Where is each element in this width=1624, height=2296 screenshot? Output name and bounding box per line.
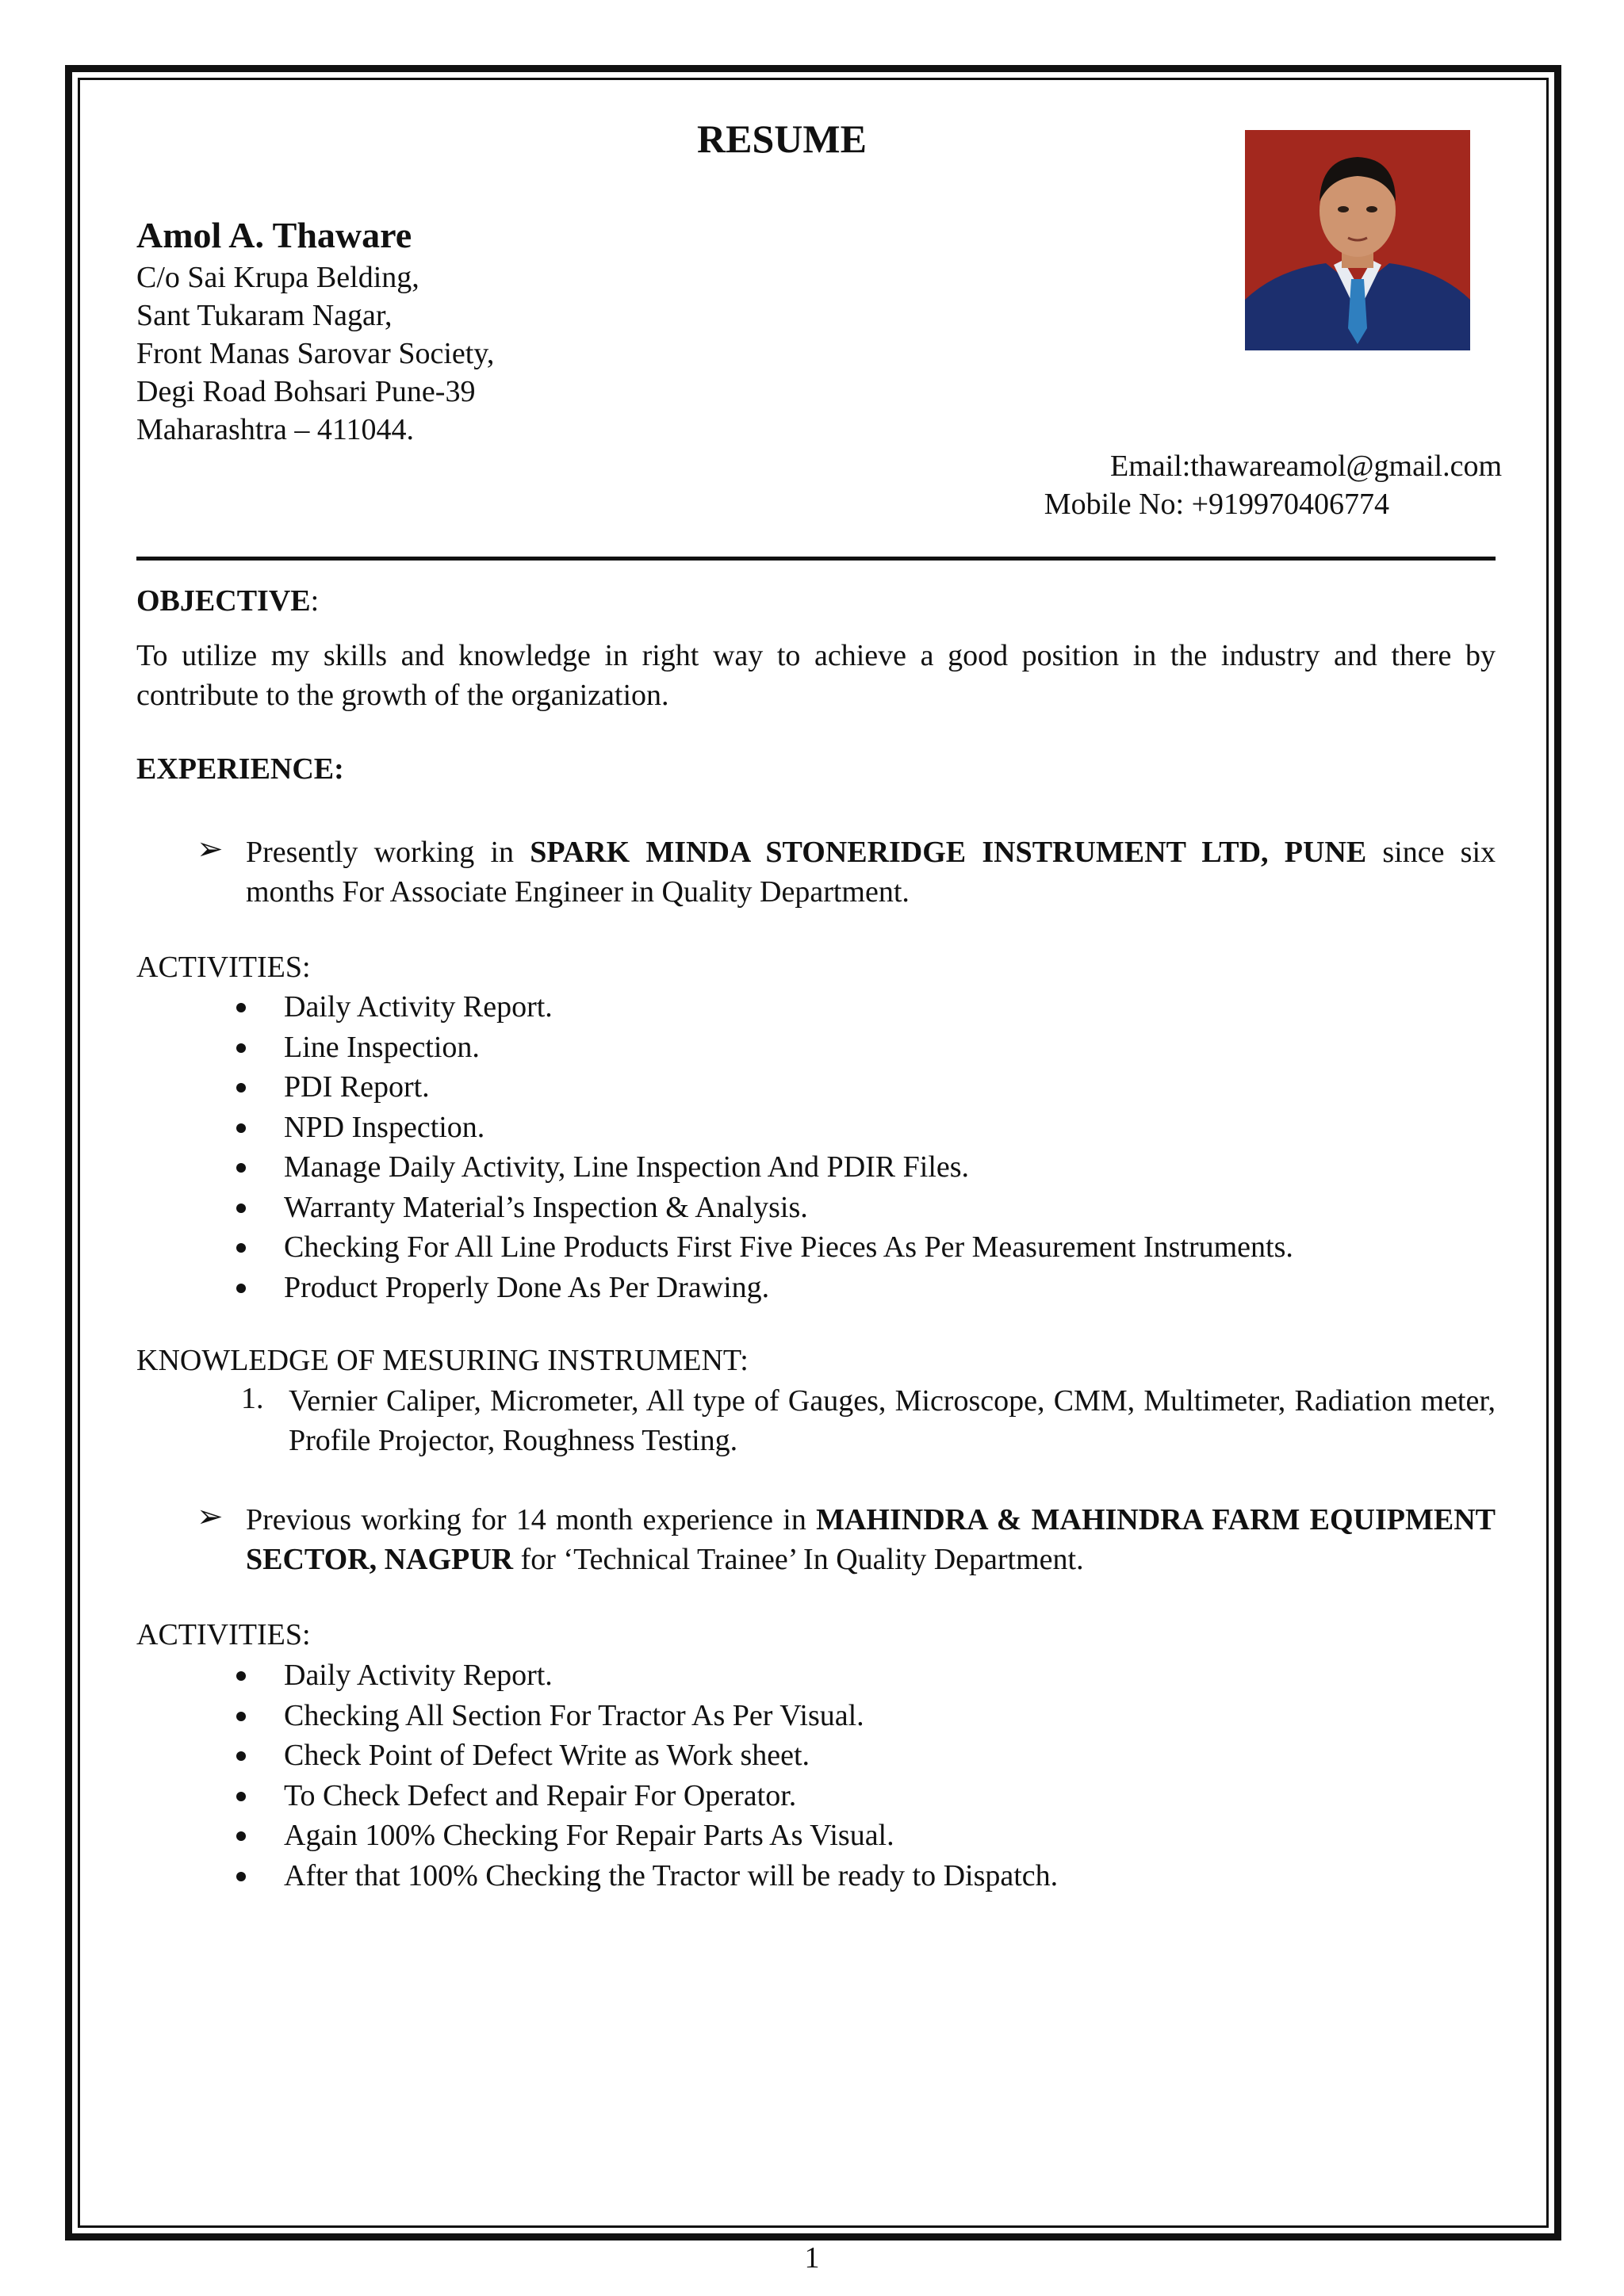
arrow-bullet-icon: ➢ (197, 1498, 224, 1535)
address-line-5: Maharashtra – 411044. (136, 413, 414, 446)
list-item (236, 1067, 1293, 1108)
bullet-icon (236, 1671, 246, 1681)
objective-text: To utilize my skills and knowledge in right way to achieve a good position in the industry and there by contribute to the growth of the organization. (136, 639, 1496, 712)
activity-text: To Check Defect and Repair For Operator. (284, 1778, 797, 1812)
activity-text: Product Properly Done As Per Drawing. (284, 1270, 770, 1304)
address-line-3: Front Manas Sarovar Society, (136, 337, 495, 370)
list-item (236, 1856, 1058, 1896)
bullet-icon (236, 1083, 246, 1093)
resume-title: RESUME (697, 117, 867, 161)
activity-text: Daily Activity Report. (284, 1659, 553, 1692)
address-line-4: Degi Road Bohsari Pune-39 (136, 375, 476, 408)
address-line-1: C/o Sai Krupa Belding, (136, 261, 419, 294)
objective-heading-colon: : (310, 584, 320, 618)
job1-company: SPARK MINDA STONERIDGE INSTRUMENT LTD, PUNE (530, 836, 1367, 869)
bullet-icon (236, 1831, 246, 1841)
job2-description (246, 1500, 1496, 1579)
list-item (236, 1147, 1293, 1188)
job2-activities-label: ACTIVITIES: (136, 1618, 311, 1651)
bullet-icon (236, 1203, 246, 1213)
job1-description (246, 832, 1496, 912)
activity-text: Checking For All Line Products First Five Pieces As Per Measurement Instruments. (284, 1230, 1293, 1264)
activity-text: Again 100% Checking For Repair Parts As Visual. (284, 1819, 894, 1852)
job1-intro: Presently working in (246, 836, 530, 869)
job1-activities-list (236, 987, 1293, 1307)
candidate-name: Amol A. Thaware (136, 215, 412, 255)
list-item (236, 1735, 1058, 1776)
profile-photo (1245, 130, 1470, 350)
activity-text: Line Inspection. (284, 1030, 480, 1064)
activity-text: PDI Report. (284, 1070, 430, 1104)
activity-text: Manage Daily Activity, Line Inspection And PDIR Files. (284, 1150, 970, 1184)
arrow-bullet-icon: ➢ (197, 831, 224, 867)
list-item (236, 1816, 1058, 1856)
job1-activities-label: ACTIVITIES: (136, 951, 311, 984)
page-number: 1 (804, 2241, 820, 2275)
bullet-icon (236, 1123, 246, 1133)
list-item (236, 1776, 1058, 1816)
list-item (236, 1108, 1293, 1148)
objective-heading-text: OBJECTIVE (136, 584, 311, 618)
list-item (236, 1227, 1293, 1268)
list-item (236, 1696, 1058, 1736)
job2-company: MAHINDRA & MAHINDRA FARM EQUIPMENT SECTOR, NAGPUR (246, 1503, 1496, 1576)
bullet-icon (236, 1751, 246, 1761)
list-item (236, 1655, 1058, 1696)
activity-text: After that 100% Checking the Tractor will be ready to Dispatch. (284, 1858, 1059, 1892)
mobile-text: Mobile No: +919970406774 (1044, 488, 1389, 521)
list-item (236, 1027, 1293, 1068)
list-item (236, 1268, 1293, 1308)
job1-details: since six months For Associate Engineer in Quality Department. (246, 836, 1496, 909)
header-divider (136, 557, 1496, 561)
objective-heading (136, 584, 319, 618)
activity-text: Warranty Material’s Inspection & Analysis. (284, 1190, 808, 1224)
knowledge-number: 1. (241, 1382, 264, 1415)
activity-text: NPD Inspection. (284, 1110, 485, 1144)
bullet-icon (236, 1043, 246, 1053)
activity-text: Checking All Section For Tractor As Per Visual. (284, 1698, 864, 1732)
activity-text: Daily Activity Report. (284, 990, 553, 1024)
address-line-2: Sant Tukaram Nagar, (136, 299, 393, 332)
knowledge-text: Vernier Caliper, Micrometer, All type of Gauges, Microscope, CMM, Multimeter, Radiation meter, Profile Projector, Roughness Testing. (289, 1384, 1496, 1457)
email-text: Email:thawareamol@gmail.com (1110, 450, 1502, 483)
bullet-icon (236, 1792, 246, 1801)
activity-text: Check Point of Defect Write as Work sheet. (284, 1739, 810, 1772)
bullet-icon (236, 1872, 246, 1881)
job2-activities-list (236, 1655, 1058, 1896)
list-item (236, 987, 1293, 1027)
list-item (236, 1188, 1293, 1228)
bullet-icon (236, 1712, 246, 1721)
bullet-icon (236, 1243, 246, 1253)
bullet-icon (236, 1284, 246, 1293)
job2-details: for ‘Technical Trainee’ In Quality Department. (513, 1543, 1084, 1576)
knowledge-label: KNOWLEDGE OF MESURING INSTRUMENT: (136, 1344, 749, 1377)
bullet-icon (236, 1003, 246, 1012)
job2-intro: Previous working for 14 month experience in (246, 1503, 817, 1536)
experience-heading: EXPERIENCE: (136, 752, 344, 786)
bullet-icon (236, 1163, 246, 1173)
